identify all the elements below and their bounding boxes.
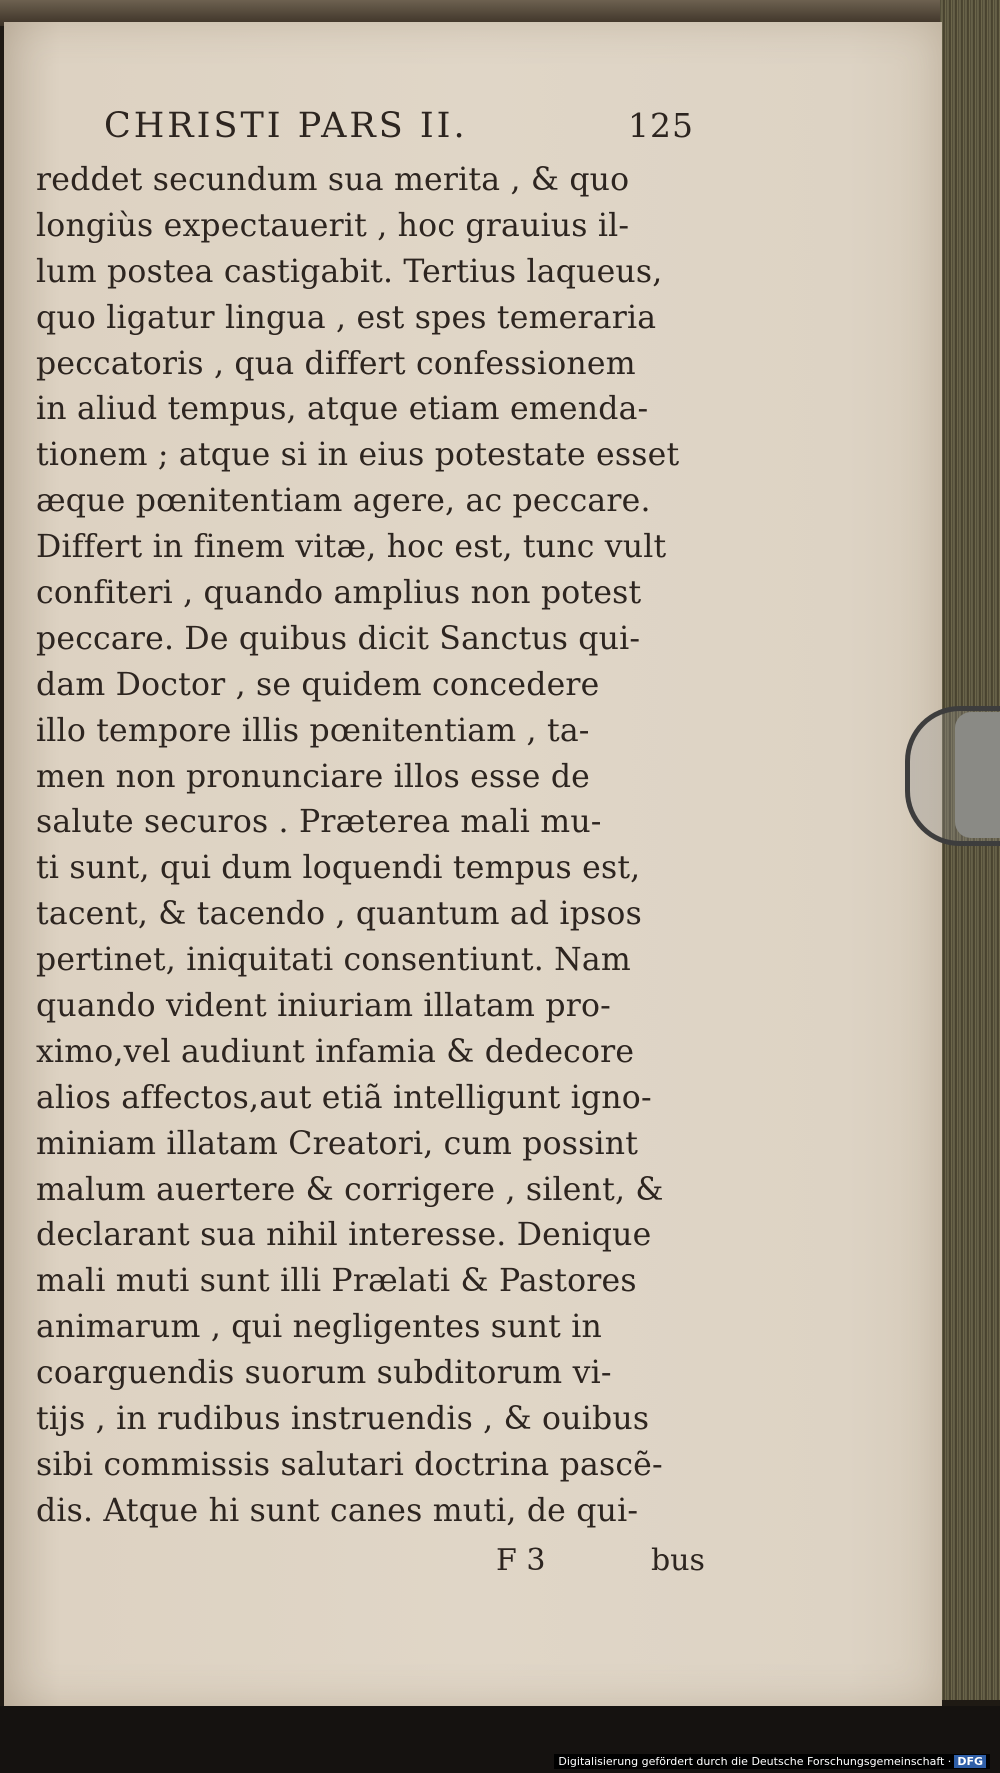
text-line: miniam illatam Creatori, cum possint <box>36 1125 639 1162</box>
body-text <box>14 158 704 1593</box>
credit-text: Digitalisierung gefördert durch die Deutsche Forschungsgemeinschaft · <box>558 1755 952 1768</box>
digitization-credit <box>554 1754 990 1769</box>
page-clip-plate <box>955 712 1000 838</box>
book-fore-edge <box>940 0 1000 1700</box>
text-line: tacent, & tacendo , quantum ad ipsos <box>36 896 642 933</box>
page-content <box>14 106 704 1593</box>
text-line: ti sunt, qui dum loquendi tempus est, <box>36 850 641 887</box>
running-head <box>14 106 694 158</box>
text-line: alios affectos,aut etiã intelligunt igno- <box>36 1079 652 1116</box>
catchword: bus <box>651 1542 705 1578</box>
text-line: animarum , qui negligentes sunt in <box>36 1309 602 1346</box>
text-line: lum postea castigabit. Tertius laqueus, <box>36 253 663 290</box>
text-line: peccare. De quibus dicit Sanctus qui- <box>36 620 641 657</box>
text-line: quando vident iniuriam illatam pro- <box>36 988 611 1025</box>
text-line: malum auertere & corrigere , silent, & <box>36 1171 664 1208</box>
text-line: declarant sua nihil interesse. Denique <box>36 1217 652 1254</box>
page-number: 125 <box>628 106 694 145</box>
text-line: ximo,vel audiunt infamia & dedecore <box>36 1033 635 1070</box>
text-line: in aliud tempus, atque etiam emenda- <box>36 391 649 428</box>
text-line: peccatoris , qua differt confessionem <box>36 345 636 382</box>
dfg-logo-icon: DFG <box>954 1755 986 1768</box>
text-line: illo tempore illis pœnitentiam , ta- <box>36 712 590 749</box>
signature-mark: F 3 <box>496 1542 546 1578</box>
text-line: salute securos . Præterea mali mu- <box>36 804 602 841</box>
text-line: sibi commissis salutari doctrina pascẽ- <box>36 1446 663 1483</box>
text-line: reddet secundum sua merita , & quo <box>36 162 630 198</box>
scan-bottom-strip <box>0 1706 1000 1773</box>
text-line: pertinet, iniquitati consentiunt. Nam <box>36 942 631 979</box>
text-line: mali muti sunt illi Prælati & Pastores <box>36 1263 637 1300</box>
running-head-title: CHRISTI PARS II. <box>104 106 468 146</box>
text-line: tijs , in rudibus instruendis , & ouibus <box>36 1401 650 1438</box>
text-line: dis. Atque hi sunt canes muti, de qui- <box>36 1492 639 1529</box>
text-line: quo ligatur lingua , est spes temeraria <box>36 299 657 336</box>
page-footer <box>36 1543 704 1593</box>
text-line: coarguendis suorum subditorum vi- <box>36 1355 612 1392</box>
text-line: men non pronunciare illos esse de <box>36 758 591 795</box>
text-line: longiùs expectauerit , hoc grauius il- <box>36 207 630 244</box>
text-line: tionem ; atque si in eius potestate esset <box>36 437 680 474</box>
page-leaf <box>4 22 942 1706</box>
text-line: æque pœnitentiam agere, ac peccare. <box>36 483 651 520</box>
text-line: confiteri , quando amplius non potest <box>36 575 642 612</box>
text-line: Differt in finem vitæ, hoc est, tunc vult <box>36 529 667 566</box>
text-line: dam Doctor , se quidem concedere <box>36 666 600 703</box>
